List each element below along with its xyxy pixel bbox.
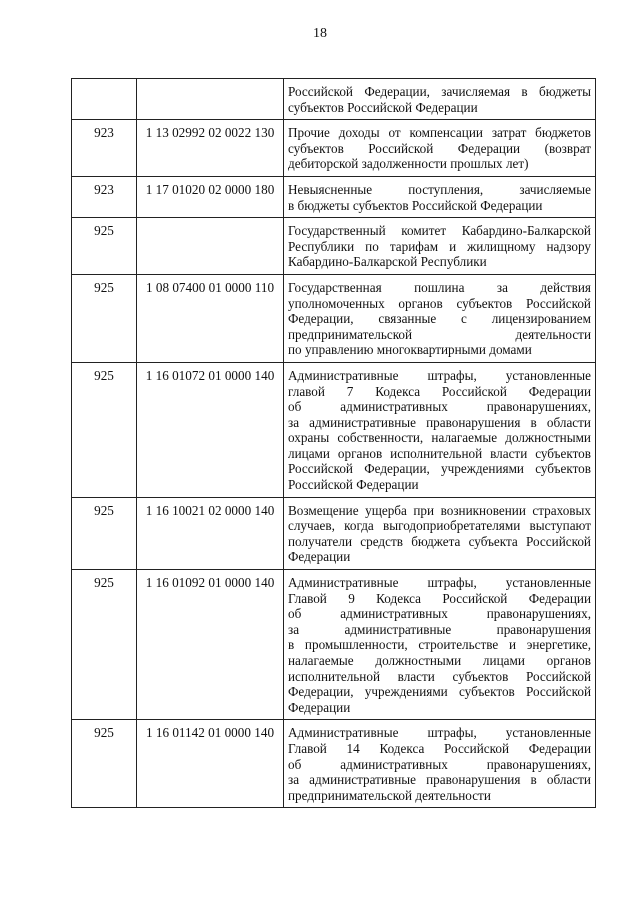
revenue-name-line: исполнительной власти субъектов Российской bbox=[288, 668, 591, 684]
admin-code-cell: 923 bbox=[72, 120, 137, 177]
table-body bbox=[72, 79, 596, 808]
revenue-name-line: Административные штрафы, установленные bbox=[288, 725, 591, 741]
revenue-name-line: Федерации bbox=[288, 699, 351, 715]
revenue-name-line: Кабардино-Балкарской Республики bbox=[288, 254, 487, 270]
admin-code-cell: 925 bbox=[72, 218, 137, 275]
budget-classification-code-cell: 1 16 01092 01 0000 140 bbox=[137, 570, 284, 720]
admin-code-cell: 923 bbox=[72, 176, 137, 217]
revenue-name-line: в бюджеты субъектов Российской Федерации bbox=[288, 197, 543, 213]
revenue-name-line: Федерации bbox=[288, 549, 351, 565]
revenue-name-cell bbox=[284, 274, 596, 362]
revenue-name-cell bbox=[284, 362, 596, 497]
revenue-name-line: об административных правонарушениях, bbox=[288, 606, 591, 622]
revenue-name-line: Прочие доходы от компенсации затрат бюджетов bbox=[288, 125, 591, 141]
revenue-name-line: Невыясненные поступления, зачисляемые bbox=[288, 181, 591, 197]
revenue-name-line: за административные правонарушения в области bbox=[288, 772, 591, 788]
revenue-name-line: Российской Федерации, учреждениями субъектов bbox=[288, 461, 591, 477]
revenue-name-line: Административные штрафы, установленные bbox=[288, 575, 591, 591]
revenue-name-line: предпринимательской деятельности bbox=[288, 326, 591, 342]
revenue-name-line: Возмещение ущерба при возникновении страховых bbox=[288, 502, 591, 518]
revenue-name-line: субъектов Российской Федерации (возврат bbox=[288, 140, 591, 156]
revenue-name-line: случаев, когда выгодоприобретателями выступают bbox=[288, 518, 591, 534]
budget-codes-table bbox=[71, 78, 596, 808]
table-row bbox=[72, 497, 596, 569]
budget-classification-code-cell: 1 13 02992 02 0022 130 bbox=[137, 120, 284, 177]
table-row bbox=[72, 274, 596, 362]
budget-classification-code-cell: 1 16 01142 01 0000 140 bbox=[137, 720, 284, 808]
revenue-name-line: об административных правонарушениях, bbox=[288, 399, 591, 415]
admin-code-cell bbox=[72, 79, 137, 120]
revenue-name-line: Российской Федерации, зачисляемая в бюджеты bbox=[288, 84, 591, 99]
revenue-name-cell bbox=[284, 570, 596, 720]
admin-code-cell: 925 bbox=[72, 274, 137, 362]
table-row bbox=[72, 218, 596, 275]
revenue-name-line: по управлению многоквартирными домами bbox=[288, 342, 532, 358]
revenue-name-line: налагаемые должностными лицами органов bbox=[288, 653, 591, 668]
revenue-name-line: Государственная пошлина за действия bbox=[288, 279, 591, 295]
revenue-name-line: предпринимательской деятельности bbox=[288, 787, 491, 803]
revenue-name-cell bbox=[284, 497, 596, 569]
revenue-name-line: Главой 14 Кодекса Российской Федерации bbox=[288, 740, 591, 756]
revenue-name-line: Государственный комитет Кабардино-Балкарской bbox=[288, 223, 591, 239]
budget-classification-code-cell: 1 16 01072 01 0000 140 bbox=[137, 362, 284, 497]
table-row bbox=[72, 120, 596, 177]
revenue-name-line: Административные штрафы, установленные bbox=[288, 367, 591, 383]
page-number: 18 bbox=[313, 26, 327, 41]
revenue-name-line: уполномоченных органов субъектов Российской bbox=[288, 295, 591, 311]
revenue-name-line: субъектов Российской Федерации bbox=[288, 99, 478, 115]
admin-code-cell: 925 bbox=[72, 497, 137, 569]
revenue-name-line: Федерации, учреждениями субъектов Российской bbox=[288, 684, 591, 700]
revenue-name-line: Главой 9 Кодекса Российской Федерации bbox=[288, 590, 591, 606]
table-row bbox=[72, 570, 596, 720]
budget-classification-code-cell bbox=[137, 218, 284, 275]
revenue-name-cell bbox=[284, 176, 596, 217]
revenue-name-line: в промышленности, строительстве и энергетике, bbox=[288, 637, 591, 653]
budget-classification-code-cell bbox=[137, 79, 284, 120]
revenue-name-cell bbox=[284, 120, 596, 177]
admin-code-cell: 925 bbox=[72, 720, 137, 808]
revenue-name-cell bbox=[284, 218, 596, 275]
budget-classification-code-cell: 1 16 10021 02 0000 140 bbox=[137, 497, 284, 569]
table-row bbox=[72, 720, 596, 808]
revenue-name-line: за административные правонарушения bbox=[288, 621, 591, 637]
revenue-name-line: получатели средств бюджета субъекта Российской bbox=[288, 533, 591, 549]
revenue-name-line: лицами органов исполнительной власти субъектов bbox=[288, 445, 591, 461]
revenue-name-line: дебиторской задолженности прошлых лет) bbox=[288, 156, 529, 172]
table-row bbox=[72, 176, 596, 217]
revenue-name-line: Республики по тарифам и жилищному надзору bbox=[288, 238, 591, 254]
admin-code-cell: 925 bbox=[72, 362, 137, 497]
revenue-name-line: об административных правонарушениях, bbox=[288, 756, 591, 772]
revenue-name-line: Российской Федерации bbox=[288, 477, 419, 493]
revenue-name-line: Федерации, связанные с лицензированием bbox=[288, 311, 591, 327]
revenue-name-cell bbox=[284, 720, 596, 808]
revenue-name-line: за административные правонарушения в области bbox=[288, 414, 591, 430]
budget-classification-code-cell: 1 08 07400 01 0000 110 bbox=[137, 274, 284, 362]
revenue-name-line: охраны собственности, налагаемые должностными bbox=[288, 430, 591, 446]
table-row bbox=[72, 362, 596, 497]
admin-code-cell: 925 bbox=[72, 570, 137, 720]
table-row bbox=[72, 79, 596, 120]
revenue-name-line: главой 7 Кодекса Российской Федерации bbox=[288, 383, 591, 399]
budget-classification-code-cell: 1 17 01020 02 0000 180 bbox=[137, 176, 284, 217]
revenue-name-cell bbox=[284, 79, 596, 120]
